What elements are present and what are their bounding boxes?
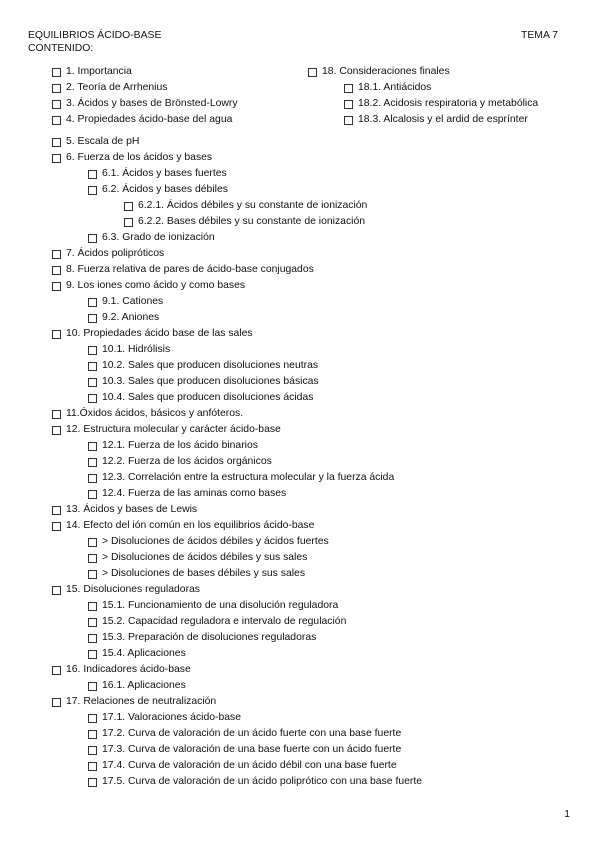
toc-item xyxy=(52,534,422,550)
toc-item xyxy=(52,566,422,582)
checkbox-icon[interactable] xyxy=(52,330,61,339)
checkbox-icon[interactable] xyxy=(88,554,97,563)
toc-item xyxy=(52,646,422,662)
toc-item xyxy=(52,80,238,96)
toc-item-label: 17. Relaciones de neutralización xyxy=(66,696,217,707)
toc-item-label: 1. Importancia xyxy=(66,66,132,77)
toc-item-label: 17.5. Curva de valoración de un ácido poliprótico con una base fuerte xyxy=(102,776,423,787)
toc-item xyxy=(52,742,422,758)
checkbox-icon[interactable] xyxy=(52,410,61,419)
toc-item xyxy=(52,694,422,710)
toc-item xyxy=(52,134,422,150)
toc-item-label: 5. Escala de pH xyxy=(66,136,140,147)
toc-item-label: 3. Ácidos y bases de Brönsted-Lowry xyxy=(66,98,238,109)
checkbox-icon[interactable] xyxy=(88,746,97,755)
toc-item xyxy=(52,454,422,470)
toc-item-label: 15.1. Funcionamiento de una disolución reguladora xyxy=(102,600,339,611)
checkbox-icon[interactable] xyxy=(52,266,61,275)
toc-item-label: 18.2. Acidosis respiratoria y metabólica xyxy=(358,98,539,109)
toc-item xyxy=(52,198,422,214)
toc-item xyxy=(52,214,422,230)
checkbox-icon[interactable] xyxy=(88,490,97,499)
checkbox-icon[interactable] xyxy=(52,586,61,595)
toc-item xyxy=(52,678,422,694)
checkbox-icon[interactable] xyxy=(124,218,133,227)
checkbox-icon[interactable] xyxy=(52,506,61,515)
toc-item xyxy=(308,64,538,80)
checkbox-icon[interactable] xyxy=(88,602,97,611)
toc-item-label: 9. Los iones como ácido y como bases xyxy=(66,280,246,291)
toc-item-label: 10.1. Hidrólisis xyxy=(102,344,171,355)
checkbox-icon[interactable] xyxy=(88,538,97,547)
toc-item-label: 17.3. Curva de valoración de una base fuerte con un ácido fuerte xyxy=(102,744,402,755)
checkbox-icon[interactable] xyxy=(52,84,61,93)
checkbox-icon[interactable] xyxy=(88,474,97,483)
toc-item-label: 6.3. Grado de ionización xyxy=(102,232,215,243)
contents-heading: CONTENIDO: xyxy=(28,43,94,54)
toc-item xyxy=(52,166,422,182)
toc-item xyxy=(52,246,422,262)
toc-item xyxy=(52,294,422,310)
toc-item xyxy=(52,502,422,518)
toc-item xyxy=(52,262,422,278)
checkbox-icon[interactable] xyxy=(52,250,61,259)
toc-item xyxy=(52,358,422,374)
toc-item xyxy=(52,438,422,454)
toc-right-column xyxy=(308,64,538,128)
toc-item xyxy=(52,230,422,246)
checkbox-icon[interactable] xyxy=(88,714,97,723)
toc-item xyxy=(52,422,422,438)
toc-item xyxy=(52,662,422,678)
checkbox-icon[interactable] xyxy=(88,394,97,403)
toc-item xyxy=(52,406,422,422)
toc-item xyxy=(52,150,422,166)
toc-item xyxy=(52,774,422,790)
toc-item xyxy=(52,710,422,726)
toc-item xyxy=(52,470,422,486)
checkbox-icon[interactable] xyxy=(88,234,97,243)
toc-item-label: 12.1. Fuerza de los ácido binarios xyxy=(102,440,258,451)
checkbox-icon[interactable] xyxy=(88,442,97,451)
toc-item-label: 15.3. Preparación de disoluciones reguladoras xyxy=(102,632,317,643)
checkbox-icon[interactable] xyxy=(344,116,353,125)
toc-item xyxy=(52,278,422,294)
page-number: 1 xyxy=(564,809,570,820)
toc-item xyxy=(52,758,422,774)
checkbox-icon[interactable] xyxy=(344,84,353,93)
toc-item-label: 18.3. Alcalosis y el ardid de esprínter xyxy=(358,114,528,125)
toc-item xyxy=(308,96,538,112)
toc-item-label: 15.4. Aplicaciones xyxy=(102,648,186,659)
toc-item-label: 4. Propiedades ácido-base del agua xyxy=(66,114,233,125)
toc-item-label: > Disoluciones de ácidos débiles y sus sales xyxy=(102,552,308,563)
toc-left-column xyxy=(52,64,238,128)
toc-item xyxy=(52,630,422,646)
toc-main-list xyxy=(52,134,422,790)
toc-item-label: 18.1. Antiácidos xyxy=(358,82,432,93)
toc-item xyxy=(52,390,422,406)
toc-item-label: 6.2.2. Bases débiles y su constante de ionización xyxy=(138,216,366,227)
document-title: EQUILIBRIOS ÁCIDO-BASE xyxy=(28,30,162,41)
toc-item xyxy=(52,726,422,742)
toc-item xyxy=(52,112,238,128)
checkbox-icon[interactable] xyxy=(88,458,97,467)
checkbox-icon[interactable] xyxy=(88,170,97,179)
checkbox-icon[interactable] xyxy=(88,778,97,787)
checkbox-icon[interactable] xyxy=(52,282,61,291)
toc-item xyxy=(52,310,422,326)
toc-item-label: > Disoluciones de ácidos débiles y ácidos fuertes xyxy=(102,536,329,547)
toc-item xyxy=(52,64,238,80)
checkbox-icon[interactable] xyxy=(308,68,317,77)
toc-item-label: 6. Fuerza de los ácidos y bases xyxy=(66,152,213,163)
toc-item-label: 8. Fuerza relativa de pares de ácido-base conjugados xyxy=(66,264,314,275)
toc-item-label: > Disoluciones de bases débiles y sus sales xyxy=(102,568,306,579)
checkbox-icon[interactable] xyxy=(88,650,97,659)
toc-item-label: 13. Ácidos y bases de Lewis xyxy=(66,504,198,515)
checkbox-icon[interactable] xyxy=(52,116,61,125)
toc-item xyxy=(52,582,422,598)
toc-item-label: 15. Disoluciones reguladoras xyxy=(66,584,201,595)
checkbox-icon[interactable] xyxy=(52,666,61,675)
checkbox-icon[interactable] xyxy=(88,314,97,323)
toc-item xyxy=(308,80,538,96)
toc-item-label: 10.2. Sales que producen disoluciones neutras xyxy=(102,360,319,371)
toc-item-label: 15.2. Capacidad reguladora e intervalo de regulación xyxy=(102,616,347,627)
checkbox-icon[interactable] xyxy=(52,698,61,707)
toc-item xyxy=(52,486,422,502)
toc-item-label: 17.2. Curva de valoración de un ácido fuerte con una base fuerte xyxy=(102,728,402,739)
toc-item-label: 12.2. Fuerza de los ácidos orgánicos xyxy=(102,456,272,467)
toc-item xyxy=(52,182,422,198)
checkbox-icon[interactable] xyxy=(52,522,61,531)
toc-item-label: 16. Indicadores ácido-base xyxy=(66,664,191,675)
checkbox-icon[interactable] xyxy=(88,634,97,643)
toc-item-label: 14. Efecto del ión común en los equilibrios ácido-base xyxy=(66,520,315,531)
toc-item-label: 11.Óxidos ácidos, básicos y anfóteros. xyxy=(66,408,244,419)
checkbox-icon[interactable] xyxy=(52,154,61,163)
checkbox-icon[interactable] xyxy=(52,100,61,109)
checkbox-icon[interactable] xyxy=(52,138,61,147)
checkbox-icon[interactable] xyxy=(124,202,133,211)
checkbox-icon[interactable] xyxy=(88,618,97,627)
toc-item xyxy=(52,518,422,534)
checkbox-icon[interactable] xyxy=(344,100,353,109)
toc-item-label: 7. Ácidos polipróticos xyxy=(66,248,165,259)
toc-item xyxy=(52,374,422,390)
checkbox-icon[interactable] xyxy=(88,346,97,355)
toc-item xyxy=(308,112,538,128)
toc-item xyxy=(52,550,422,566)
toc-item-label: 6.1. Ácidos y bases fuertes xyxy=(102,168,227,179)
checkbox-icon[interactable] xyxy=(88,570,97,579)
checkbox-icon[interactable] xyxy=(88,378,97,387)
toc-item-label: 6.2. Ácidos y bases débiles xyxy=(102,184,228,195)
checkbox-icon[interactable] xyxy=(88,362,97,371)
checkbox-icon[interactable] xyxy=(52,68,61,77)
toc-item xyxy=(52,326,422,342)
toc-item-label: 18. Consideraciones finales xyxy=(322,66,450,77)
toc-item-label: 12. Estructura molecular y carácter ácido-base xyxy=(66,424,281,435)
toc-item xyxy=(52,614,422,630)
checkbox-icon[interactable] xyxy=(88,186,97,195)
toc-item xyxy=(52,342,422,358)
checkbox-icon[interactable] xyxy=(88,682,97,691)
checkbox-icon[interactable] xyxy=(88,298,97,307)
toc-item xyxy=(52,598,422,614)
topic-number: TEMA 7 xyxy=(521,30,558,41)
toc-item-label: 2. Teoría de Arrhenius xyxy=(66,82,168,93)
toc-item xyxy=(52,96,238,112)
toc-item-label: 9.2. Aniones xyxy=(102,312,160,323)
toc-item-label: 12.4. Fuerza de las aminas como bases xyxy=(102,488,287,499)
document-header xyxy=(28,29,161,55)
toc-item-label: 10. Propiedades ácido base de las sales xyxy=(66,328,253,339)
toc-item-label: 9.1. Cationes xyxy=(102,296,164,307)
toc-item-label: 10.4. Sales que producen disoluciones ácidas xyxy=(102,392,314,403)
toc-item-label: 17.4. Curva de valoración de un ácido débil con una base fuerte xyxy=(102,760,397,771)
toc-item-label: 16.1. Aplicaciones xyxy=(102,680,186,691)
toc-item-label: 10.3. Sales que producen disoluciones básicas xyxy=(102,376,319,387)
checkbox-icon[interactable] xyxy=(52,426,61,435)
toc-item-label: 12.3. Correlación entre la estructura molecular y la fuerza ácida xyxy=(102,472,395,483)
checkbox-icon[interactable] xyxy=(88,730,97,739)
toc-item-label: 6.2.1. Ácidos débiles y su constante de ionización xyxy=(138,200,368,211)
toc-item-label: 17.1. Valoraciones ácido-base xyxy=(102,712,242,723)
checkbox-icon[interactable] xyxy=(88,762,97,771)
